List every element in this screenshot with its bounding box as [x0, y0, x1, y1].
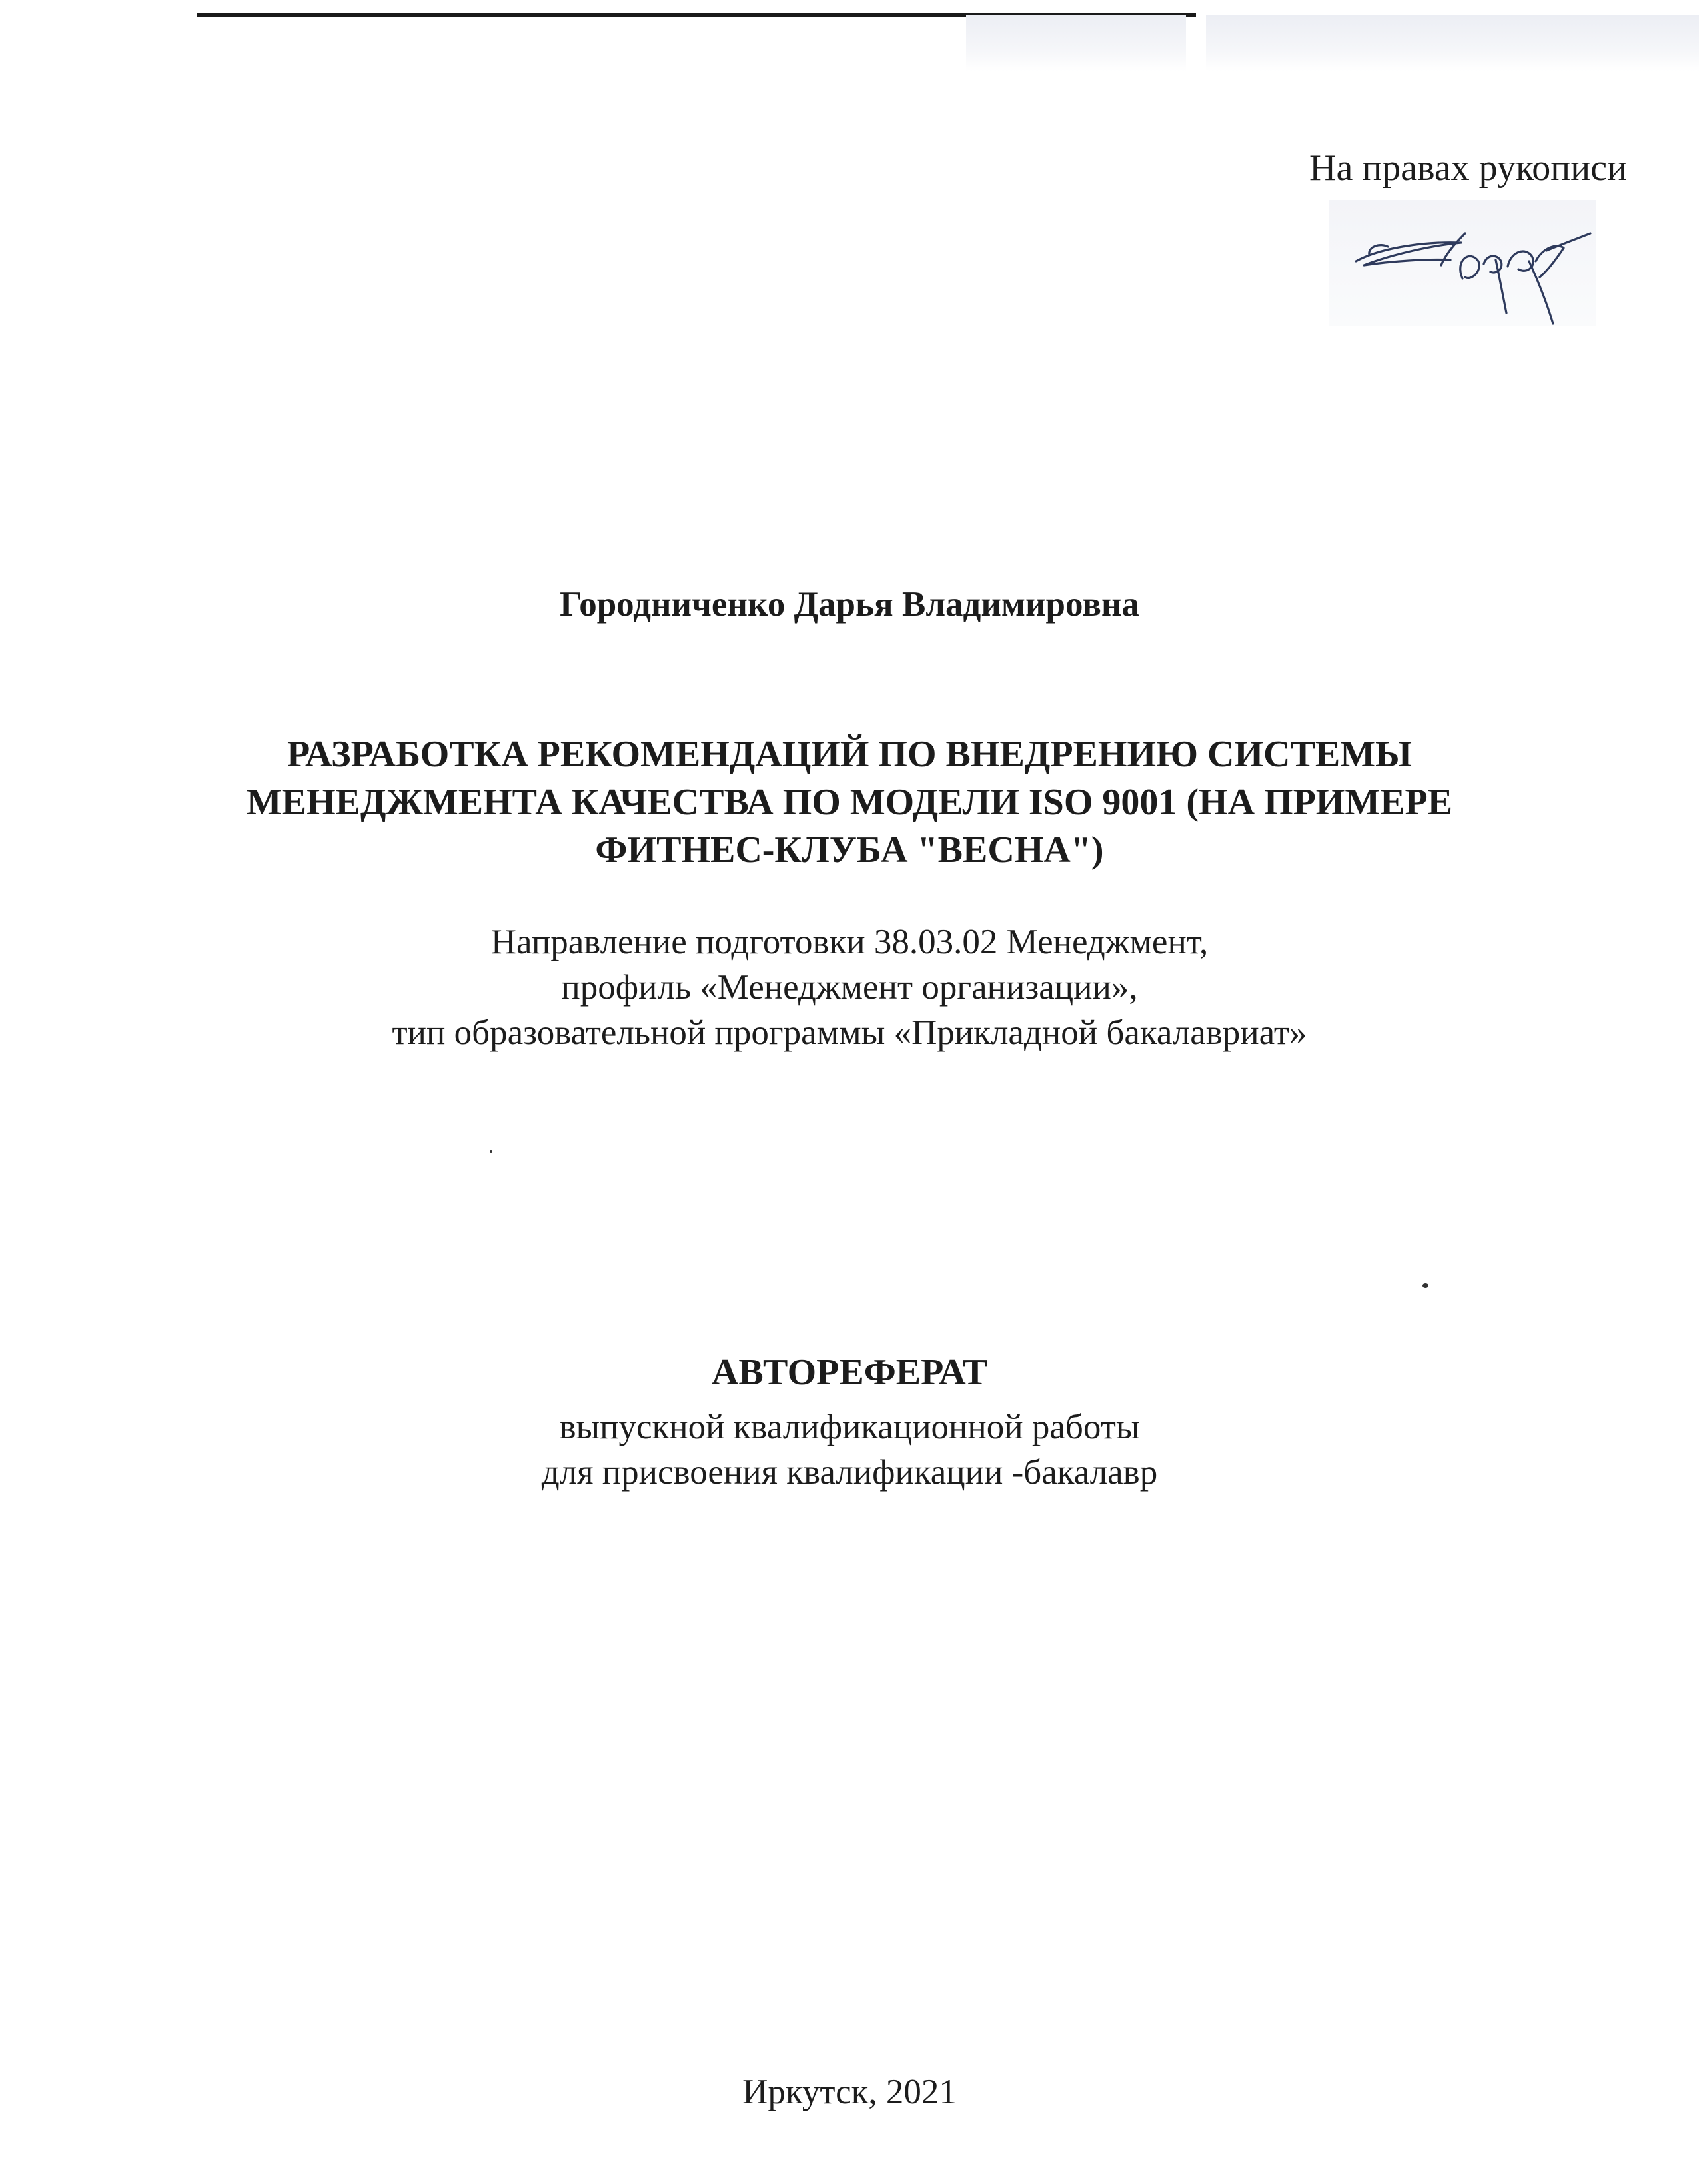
scan-shadow	[1206, 15, 1699, 71]
thesis-title-line: РАЗРАБОТКА РЕКОМЕНДАЦИЙ ПО ВНЕДРЕНИЮ СИСТЕМЫ	[286, 734, 1413, 775]
handwritten-signature	[1329, 200, 1596, 326]
manuscript-note: На правах рукописи	[1309, 147, 1628, 189]
place-and-year: Иркутск, 2021	[742, 2073, 957, 2111]
study-direction	[0, 919, 1699, 1055]
study-direction-line: Направление подготовки 38.03.02 Менеджмент,	[490, 923, 1209, 961]
scan-speck	[1422, 1283, 1428, 1288]
author-name: Городниченко Дарья Владимировна	[560, 585, 1139, 624]
document-description	[0, 1404, 1699, 1495]
document-type: АВТОРЕФЕРАТ	[711, 1352, 988, 1393]
thesis-title	[0, 730, 1699, 874]
document-description-line: выпускной квалификационной работы	[559, 1408, 1140, 1446]
thesis-title-line: МЕНЕДЖМЕНТА КАЧЕСТВА ПО МОДЕЛИ ISO 9001 (НА ПРИМЕРЕ	[246, 782, 1453, 823]
scan-speck	[490, 1150, 492, 1153]
study-direction-line: профиль «Менеджмент организации»,	[561, 968, 1138, 1007]
document-description-line: для присвоения квалификации -бакалавр	[541, 1453, 1158, 1492]
thesis-title-line: ФИТНЕС-КЛУБА "ВЕСНА")	[595, 829, 1104, 871]
study-direction-line: тип образовательной программы «Прикладной бакалавриат»	[392, 1013, 1307, 1052]
scan-shadow	[966, 15, 1186, 71]
